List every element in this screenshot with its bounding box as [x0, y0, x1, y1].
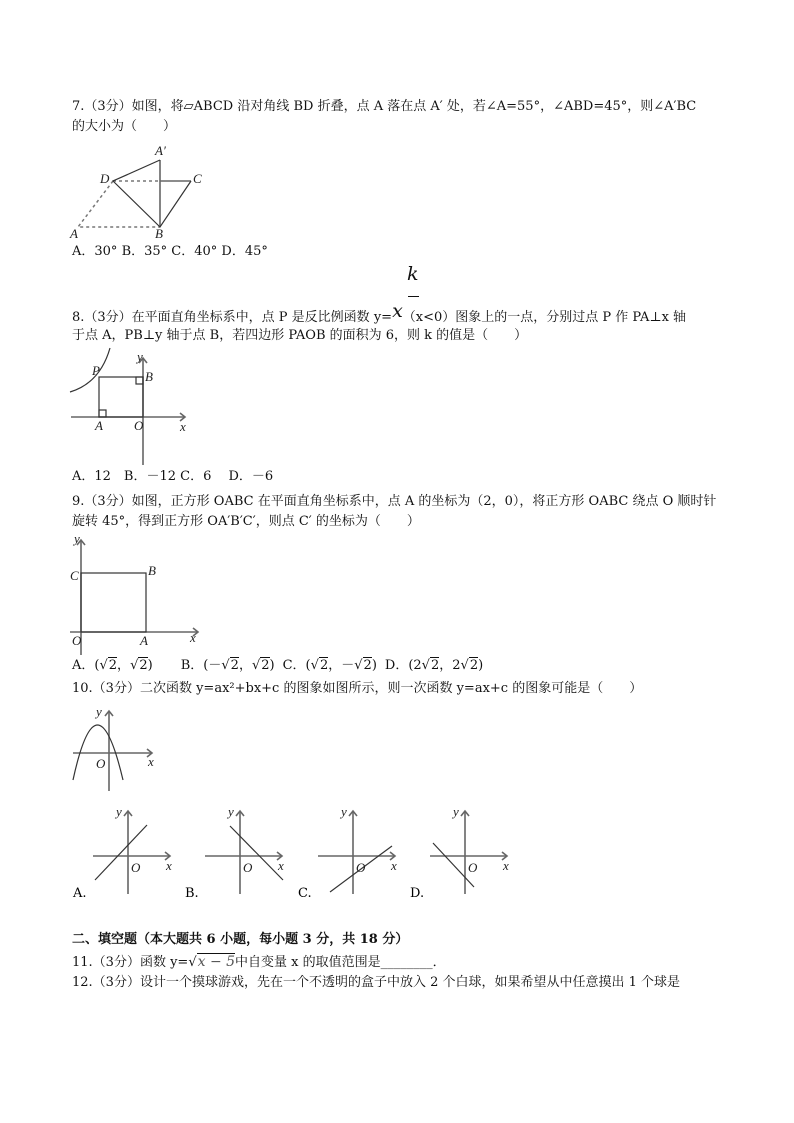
- axis-label-o: O: [131, 860, 141, 875]
- choice-label: C.: [298, 886, 312, 901]
- q7-label-b: B: [155, 226, 163, 241]
- q7-text-line2: 的大小为（ ）: [72, 119, 177, 134]
- axis-label-x: x: [166, 858, 172, 873]
- q11-pre: 11.（3分）函数 y=√: [72, 955, 197, 970]
- axis-label-x: x: [278, 858, 284, 873]
- axis-label-y: y: [341, 804, 347, 819]
- q9-option: [385, 658, 483, 673]
- q8-label-x: x: [180, 419, 186, 434]
- option-part: √: [460, 658, 469, 673]
- q10-choice-graph: [185, 804, 284, 901]
- axis-label-x: x: [503, 858, 509, 873]
- option-part: ): [371, 658, 377, 673]
- q9-label-b: B: [148, 563, 156, 578]
- q11-radicand: x − 5: [197, 954, 236, 970]
- q8-options: A．12 B．－12 C．6 D．－6: [72, 469, 274, 484]
- q8-text-a: 8.（3分）在平面直角坐标系中，点 P 是反比例函数 y=: [72, 310, 393, 325]
- q9-label-x: x: [190, 630, 196, 645]
- q8-label-p: P: [92, 363, 100, 378]
- q9-option: [72, 658, 153, 673]
- axis-label-o: O: [356, 860, 366, 875]
- q8-fraction-numerator: k: [407, 263, 419, 285]
- axis-label-y: y: [453, 804, 459, 819]
- option-part: D．(2: [384, 658, 422, 673]
- option-part: 2: [430, 658, 440, 673]
- q9-option: [283, 658, 377, 673]
- section-heading: 二、填空题（本大题共 6 小题，每小题 3 分，共 18 分）: [72, 932, 409, 947]
- q10-choice-graph: [72, 804, 172, 901]
- option-part: A．(: [72, 658, 100, 673]
- q9-label-y: y: [74, 531, 80, 546]
- q9-label-a: A: [140, 633, 148, 648]
- option-part: √: [99, 658, 108, 673]
- choice-label: B.: [185, 886, 199, 901]
- choice-label: A.: [73, 886, 87, 901]
- option-part: 2: [363, 658, 372, 673]
- q12-text: 12.（3分）设计一个摸球游戏，先在一个不透明的盒子中放入 2 个白球，如果希望从中任意摸出 1 个球是: [72, 975, 681, 990]
- q7-figure: [69, 143, 202, 241]
- q10-choice-graph: [410, 804, 509, 901]
- option-part: ，2: [439, 658, 461, 673]
- option-part: 2: [230, 658, 239, 673]
- option-part: ): [147, 658, 153, 673]
- q8-text-line2: 于点 A，PB⊥y 轴于点 B，若四边形 PAOB 的面积为 6，则 k 的值是（ ）: [72, 328, 528, 343]
- option-part: √: [221, 658, 230, 673]
- q11-text: [72, 954, 446, 971]
- option-part: √: [251, 658, 261, 673]
- q7-label-a: A: [70, 226, 78, 241]
- option-part: 2: [261, 658, 270, 673]
- option-part: ，: [238, 658, 252, 673]
- q8-figure: [70, 348, 186, 465]
- option-part: √: [354, 658, 363, 673]
- option-part: ，: [117, 658, 131, 673]
- q7-text-line1: 7.（3分）如图，将▱ABCD 沿对角线 BD 折叠，点 A 落在点 A′ 处，若∠A=55°，∠ABD=45°，则∠A′BC: [72, 99, 697, 114]
- q8-fraction-denominator: x: [392, 300, 403, 322]
- option-part: 2: [108, 658, 118, 673]
- option-part: 2: [139, 658, 148, 673]
- axis-label-x: x: [391, 858, 397, 873]
- q10-parabola-figure: [73, 704, 154, 791]
- q10-text: 10.（3分）二次函数 y=ax²+bx+c 的图象如图所示，则一次函数 y=ax+c 的图象可能是（ ）: [72, 681, 643, 696]
- axis-label-y: y: [228, 804, 234, 819]
- q8-label-a: A: [95, 418, 103, 433]
- q7-label-a-prime: A′: [155, 143, 166, 158]
- axis-label-o: O: [468, 860, 478, 875]
- q9-options: [72, 658, 491, 674]
- axis-label-o: O: [96, 756, 106, 771]
- q9-label-o: O: [72, 633, 82, 648]
- q7-options: A．30° B．35° C．40° D．45°: [72, 244, 268, 259]
- option-part: ): [269, 658, 275, 673]
- option-part: 2: [469, 658, 479, 673]
- option-part: B．(－: [180, 658, 222, 673]
- q9-option: [181, 658, 275, 673]
- axis-label-o: O: [243, 860, 253, 875]
- q9-text-line1: 9.（3分）如图，正方形 OABC 在平面直角坐标系中，点 A 的坐标为（2，0），将正方形 OABC 绕点 O 顺时针: [72, 494, 717, 509]
- option-part: ): [478, 658, 484, 673]
- option-part: ，－: [328, 658, 355, 673]
- option-part: C．(: [282, 658, 311, 673]
- q8-label-y: y: [137, 349, 143, 364]
- q9-text-line2: 旋转 45°，得到正方形 OA′B′C′，则点 C′ 的坐标为（ ）: [72, 514, 420, 529]
- choice-label: D.: [410, 886, 425, 901]
- q11-post: 中自变量 x 的取值范围是________．: [235, 955, 446, 970]
- q7-label-c: C: [193, 171, 202, 186]
- fraction-bar: [408, 296, 419, 297]
- option-part: √: [421, 658, 430, 673]
- q8-label-b: B: [145, 369, 153, 384]
- option-part: 2: [319, 658, 329, 673]
- q8-label-o: O: [134, 418, 144, 433]
- q8-text-line1: [72, 300, 687, 326]
- q10-choice-graph: [298, 804, 397, 901]
- axis-label-x: x: [148, 754, 154, 769]
- axis-label-y: y: [96, 704, 102, 719]
- q8-text-b: （x<0）图象上的一点，分别过点 P 作 PA⊥x 轴: [402, 310, 687, 325]
- option-part: √: [310, 658, 319, 673]
- q9-figure: [70, 531, 198, 655]
- option-part: √: [130, 658, 139, 673]
- axis-label-y: y: [116, 804, 122, 819]
- q7-label-d: D: [100, 171, 110, 186]
- q9-label-c: C: [70, 568, 79, 583]
